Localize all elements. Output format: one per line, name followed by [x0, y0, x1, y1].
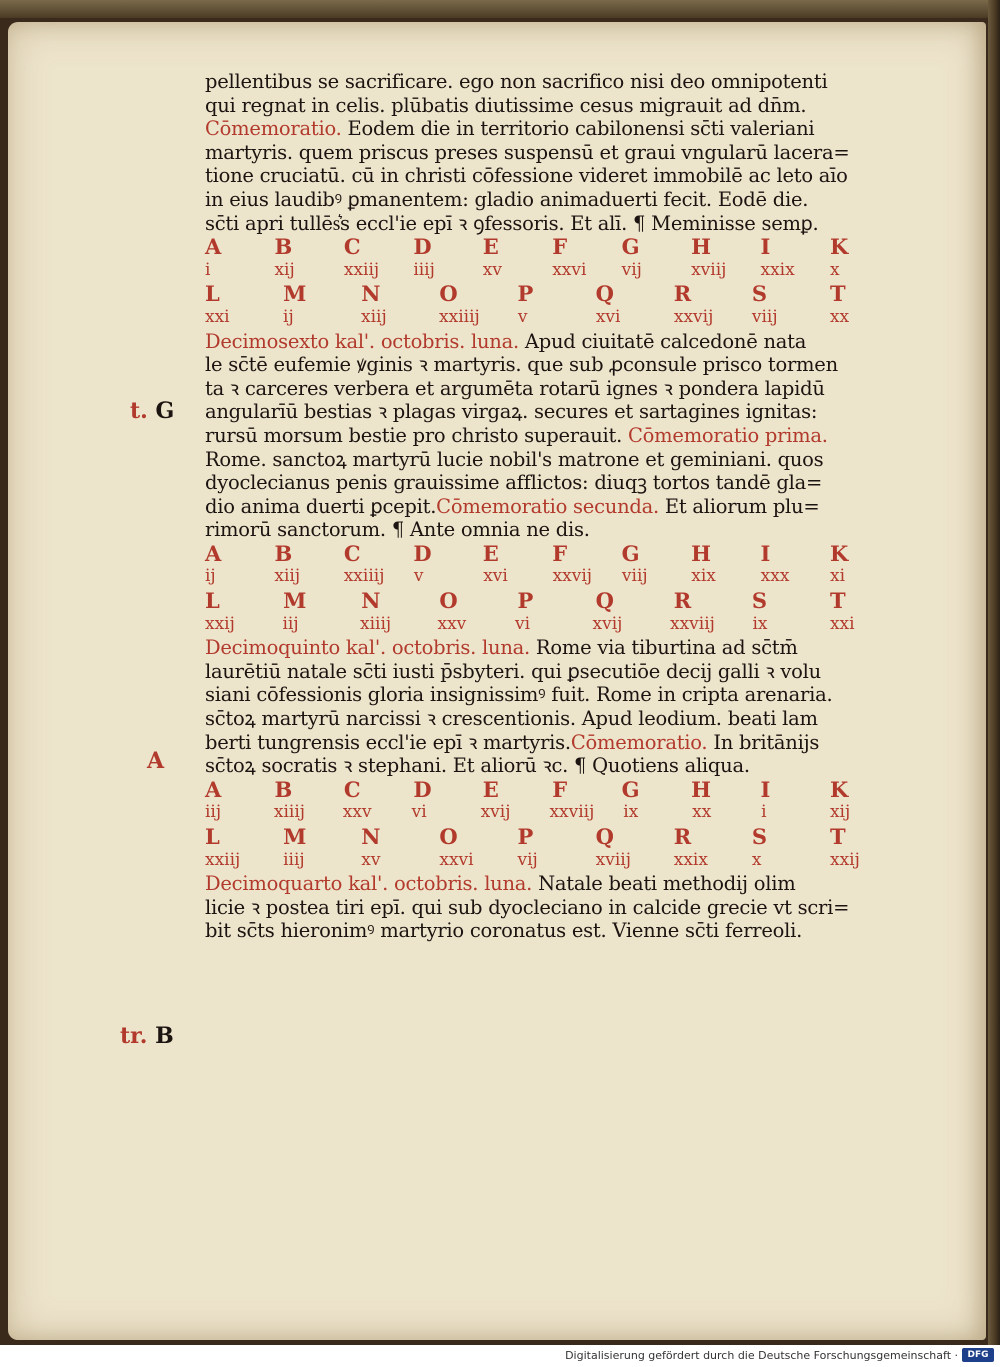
- number-cell: iiij: [283, 849, 305, 870]
- letter-row: [205, 825, 870, 849]
- day-heading: Decimoquinto kal'. octobris. luna.: [205, 636, 530, 660]
- letter-cell: P: [517, 824, 534, 849]
- number-cell: ix: [752, 613, 768, 634]
- margin-golden-number: t.: [130, 398, 148, 424]
- text-line: sc̄toꝝ martyrū narcissi ꝛ crescentionis. Apud leodium. beati lam: [205, 707, 818, 731]
- letter-cell: T: [830, 824, 846, 849]
- letter-cell: C: [343, 540, 361, 566]
- letter-cell: O: [439, 824, 458, 849]
- letter-cell: D: [413, 540, 432, 566]
- letter-cell: E: [482, 776, 499, 802]
- binding-edge: [988, 0, 1000, 1345]
- text-line: [205, 636, 915, 660]
- number-cell: vij: [517, 849, 538, 870]
- number-cell: xxvi: [439, 849, 474, 870]
- number-row: [205, 259, 870, 283]
- alphabet-table: [205, 235, 915, 329]
- number-row: [205, 849, 870, 873]
- number-cell: xij: [829, 802, 851, 823]
- margin-dominical-letter: A: [147, 748, 165, 774]
- text-fragment: In britānijs: [707, 730, 820, 754]
- number-cell: viij: [621, 566, 648, 587]
- number-cell: vij: [621, 259, 642, 280]
- rubric: Cōmemoratio.: [570, 730, 708, 754]
- funding-credit: Digitalisierung gefördert durch die Deutsche Forschungsgemeinschaft ·: [565, 1349, 958, 1362]
- letter-cell: K: [829, 234, 849, 260]
- text-line: pellentibus se sacrificare. ego non sacrifico nisi deo omnipotenti: [205, 70, 828, 93]
- letter-cell: A: [205, 776, 222, 802]
- letter-cell: B: [274, 776, 293, 802]
- letter-cell: A: [205, 234, 222, 260]
- number-cell: xviij: [595, 849, 631, 870]
- number-cell: x: [829, 259, 840, 280]
- letter-cell: L: [205, 588, 220, 614]
- letter-cell: A: [205, 540, 222, 566]
- text-line: [205, 117, 915, 141]
- number-cell: xv: [361, 849, 381, 870]
- letter-cell: Q: [595, 588, 614, 614]
- number-cell: xij: [274, 259, 295, 280]
- letter-cell: L: [205, 281, 220, 307]
- letter-cell: O: [439, 588, 458, 614]
- text-line: qui regnat in celis. plūbatis diutissime cesus migrauit ad dn̄m.: [205, 93, 807, 117]
- number-cell: xvi: [595, 306, 621, 327]
- letter-cell: Q: [595, 281, 614, 307]
- letter-cell: S: [751, 824, 768, 849]
- number-cell: iij: [205, 802, 222, 823]
- margin-golden-number: tr.: [120, 1023, 148, 1049]
- letter-cell: K: [829, 540, 849, 566]
- number-cell: v: [413, 566, 424, 587]
- number-cell: ij: [205, 566, 216, 587]
- text-fragment: dio anima duerti ꝑcepit.: [205, 494, 437, 518]
- text-fragment: rursū morsum bestie pro christo superauit.: [205, 423, 623, 447]
- letter-cell: N: [361, 281, 381, 307]
- alphabet-table: [205, 542, 915, 636]
- margin-note-2: [147, 748, 164, 774]
- binding-top: [0, 0, 1000, 18]
- text-line: [205, 872, 915, 896]
- digitization-footer: [0, 1345, 1000, 1367]
- text-line: sc̄toꝝ socratis ꝛ stephani. Et aliorū ꝛc. ¶ Quotiens aliqua.: [205, 754, 750, 778]
- text-line: licie ꝛ postea tiri epī. qui sub dyocleciano in calcide grecie vt scri=: [205, 895, 850, 919]
- text-line: [205, 424, 915, 448]
- number-cell: xxviij: [549, 802, 595, 823]
- margin-dominical-letter: G: [155, 398, 175, 424]
- letter-cell: B: [274, 540, 293, 566]
- number-cell: xi: [830, 566, 846, 587]
- number-cell: xxiij: [205, 849, 241, 870]
- number-cell: xxvi: [552, 259, 587, 280]
- margin-note-1: [130, 398, 174, 424]
- text-line: ta ꝛ carceres verbera et argumēta rotarū ignes ꝛ pondera lapidū: [205, 376, 825, 400]
- number-cell: xxij: [830, 849, 860, 870]
- number-cell: vi: [515, 613, 531, 634]
- number-cell: xvij: [592, 613, 623, 634]
- letter-cell: I: [760, 776, 771, 802]
- text-line: sc̄ti apri tullēs͛s eccl'ie epī ꝛ ꝯfessoris. Et alī. ¶ Meminisse semꝑ.: [205, 211, 819, 235]
- number-cell: xvij: [480, 802, 511, 823]
- letter-cell: H: [691, 234, 711, 260]
- letter-row: [205, 282, 870, 306]
- rubric: Cōmemoratio.: [205, 117, 342, 141]
- number-cell: xxv: [437, 613, 467, 634]
- number-cell: xix: [691, 566, 716, 587]
- number-cell: ij: [283, 306, 294, 327]
- letter-cell: Q: [595, 824, 614, 849]
- letter-cell: G: [621, 234, 640, 260]
- letter-cell: M: [283, 588, 307, 614]
- text-fragment: Eodem die in territorio cabilonensi sc̄ti valeriani: [341, 117, 815, 141]
- number-cell: iiij: [413, 259, 435, 280]
- letter-cell: E: [482, 540, 499, 566]
- text-line: [205, 330, 915, 354]
- number-row: [205, 565, 870, 589]
- text-fragment: Et aliorum plu=: [658, 494, 820, 518]
- letter-cell: S: [751, 588, 768, 614]
- letter-cell: S: [751, 281, 768, 307]
- letter-cell: F: [552, 234, 568, 260]
- number-cell: xviij: [691, 259, 727, 280]
- letter-cell: M: [283, 824, 307, 849]
- text-line: le sc̄tē eufemie ꝟginis ꝛ martyris. que sub ꝓconsule prisco tormen: [205, 353, 838, 377]
- text-line: dyoclecianus penis grauissime afflictos: diuqꝫ tortos tandē gla=: [205, 471, 823, 495]
- number-row: [205, 613, 870, 637]
- letter-cell: R: [673, 588, 692, 614]
- letter-cell: K: [829, 776, 849, 802]
- letter-cell: G: [621, 776, 640, 802]
- text-line: tione cruciatū. cū in christi cōfessione videret immobilē ac leto aīo: [205, 164, 848, 188]
- letter-cell: I: [760, 234, 771, 260]
- text-line: in eius laudibꝰ ꝑmanentem: gladio animaduerti fecit. Eodē die.: [205, 187, 809, 211]
- number-cell: xxix: [673, 849, 708, 870]
- letter-cell: I: [760, 540, 771, 566]
- text-line: Rome. sanctoꝝ martyrū lucie nobil's matrone et geminiani. quos: [205, 447, 824, 471]
- letter-row: [205, 542, 870, 566]
- letter-cell: L: [205, 824, 220, 849]
- number-cell: xxiij: [343, 259, 380, 280]
- number-cell: xvi: [483, 566, 508, 587]
- letter-cell: R: [673, 281, 692, 307]
- number-cell: iij: [282, 613, 299, 634]
- number-cell: xiij: [361, 306, 387, 327]
- letter-row: [205, 589, 870, 613]
- text-line: [205, 731, 915, 755]
- margin-dominical-letter: B: [155, 1023, 174, 1049]
- dfg-logo: DFG: [962, 1348, 994, 1362]
- text-line: laurētiū natale sc̄ti iusti p̄sbyteri. qui ꝑsecutiōe decij galli ꝛ volu: [205, 659, 821, 683]
- letter-cell: D: [413, 776, 432, 802]
- number-cell: xiij: [274, 566, 301, 587]
- rubric: Cōmemoratio prima.: [628, 423, 828, 447]
- letter-cell: C: [343, 776, 361, 802]
- day-heading: Decimoquarto kal'. octobris. luna.: [205, 872, 533, 896]
- letter-cell: F: [552, 540, 568, 566]
- number-cell: x: [751, 849, 762, 870]
- letter-cell: T: [830, 588, 846, 614]
- letter-cell: P: [517, 281, 534, 307]
- number-cell: xxvij: [552, 566, 593, 587]
- letter-cell: T: [830, 281, 846, 307]
- text-fragment: Apud ciuitatē calcedonē nata: [518, 329, 807, 353]
- number-cell: v: [517, 306, 528, 327]
- number-cell: xxiiij: [439, 306, 480, 327]
- text-column: [205, 70, 915, 943]
- number-cell: i: [205, 259, 211, 280]
- letter-cell: N: [361, 588, 381, 614]
- number-cell: xiiij: [360, 613, 392, 634]
- number-cell: xv: [482, 259, 502, 280]
- letter-cell: H: [691, 540, 711, 566]
- number-cell: xiiij: [273, 802, 306, 823]
- margin-note-3: [120, 1023, 174, 1049]
- number-cell: xxviij: [670, 613, 715, 634]
- letter-cell: H: [691, 776, 711, 802]
- letter-row: [205, 235, 870, 259]
- rubric: Cōmemoratio secunda.: [436, 494, 659, 518]
- text-line: rimorū sanctorum. ¶ Ante omnia ne dis.: [205, 518, 590, 542]
- number-cell: xxv: [342, 802, 372, 823]
- number-cell: xx: [692, 802, 712, 823]
- day-heading: Decimosexto kal'. octobris. luna.: [205, 329, 519, 353]
- letter-cell: R: [673, 824, 692, 849]
- text-fragment: berti tungrensis eccl'ie epī ꝛ martyris.: [205, 730, 571, 754]
- alphabet-table: [205, 778, 915, 872]
- number-cell: xxi: [205, 306, 230, 327]
- number-cell: vi: [411, 802, 427, 823]
- number-row: [205, 801, 870, 825]
- text-line: martyris. quem priscus preses suspensū et graui vngularū lacera=: [205, 140, 850, 164]
- letter-cell: F: [552, 776, 568, 802]
- text-line: [205, 495, 915, 519]
- letter-cell: O: [439, 281, 458, 307]
- text-line: siani cōfessionis gloria insignissimꝰ fuit. Rome in cripta arenaria.: [205, 683, 833, 707]
- number-cell: ix: [623, 802, 639, 823]
- number-cell: xxiiij: [343, 566, 385, 587]
- letter-cell: D: [413, 234, 432, 260]
- number-row: [205, 306, 870, 330]
- letter-row: [205, 778, 870, 802]
- text-fragment: Natale beati methodij olim: [532, 872, 796, 896]
- letter-cell: B: [274, 234, 293, 260]
- number-cell: xx: [829, 306, 850, 327]
- number-cell: i: [761, 802, 767, 823]
- number-cell: xxix: [760, 259, 795, 280]
- letter-cell: M: [283, 281, 307, 307]
- text-fragment: Rome via tiburtina ad sc̄tm̄: [529, 636, 798, 660]
- letter-cell: P: [517, 588, 534, 614]
- number-cell: xxvij: [673, 306, 714, 327]
- letter-cell: G: [621, 540, 640, 566]
- text-line: angularīū bestias ꝛ plagas virgaꝝ. secures et sartagines ignitas:: [205, 400, 818, 424]
- letter-cell: N: [361, 824, 381, 849]
- number-cell: xxx: [760, 566, 790, 587]
- letter-cell: E: [482, 234, 499, 260]
- number-cell: xxij: [205, 613, 235, 634]
- text-line: bit sc̄ts hieronimꝰ martyrio coronatus est. Vienne sc̄ti ferreoli.: [205, 919, 803, 943]
- letter-cell: C: [343, 234, 361, 260]
- number-cell: xxi: [829, 613, 855, 634]
- number-cell: viij: [751, 306, 778, 327]
